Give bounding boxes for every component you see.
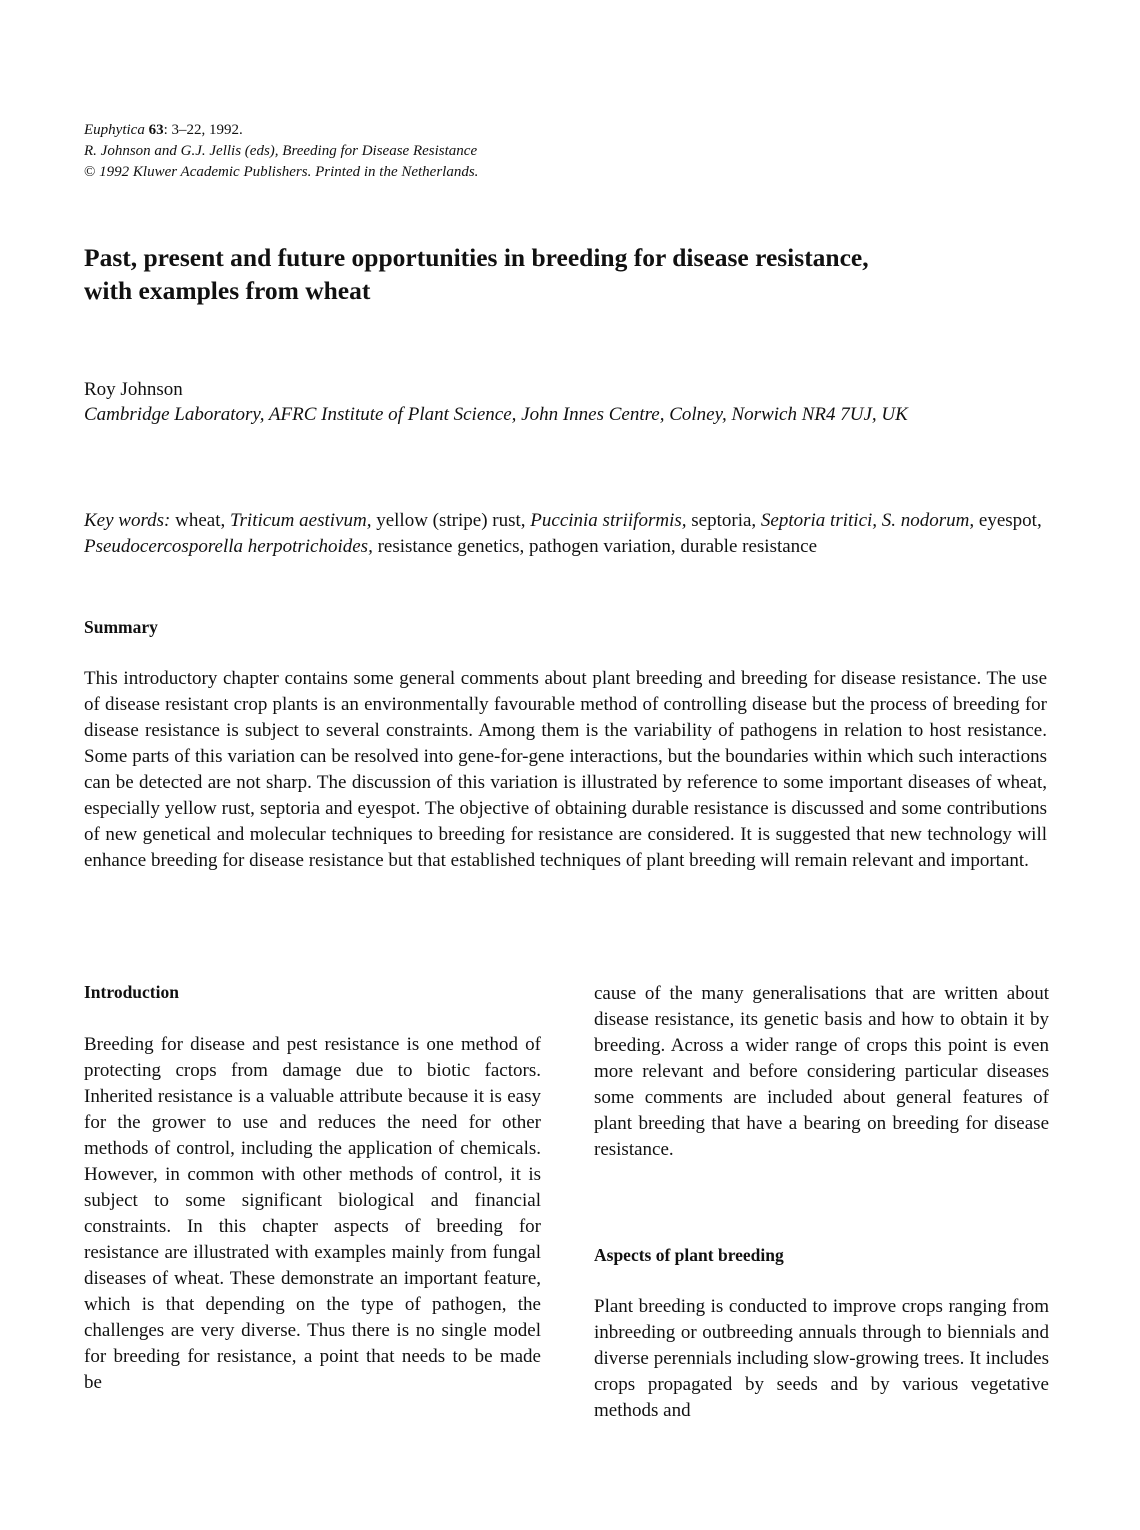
introduction-text: Breeding for disease and pest resistance is one method of protecting crops from damage due to biotic factors. Inherited resistance is a valuable attribute because it is easy for the grower to use and reduces the need for other methods of control, including the application of chemicals. However, in common with other methods of control, it is subject to some significant biological and financial constraints. In this chapter aspects of breeding for resistance are illustrated with examples mainly from fungal diseases of wheat. These demonstrate an important feature, which is that depending on the type of pathogen, the challenges are very diverse. Thus there is no single model for breeding for resistance, a point that needs to be made be: [84, 1034, 541, 1393]
copyright-text: 1992 Kluwer Academic Publishers. Printed in the Netherlands.: [95, 164, 479, 180]
copyright-symbol: ©: [84, 164, 96, 180]
title-line-1: Past, present and future opportunities in breeding for disease resistance,: [84, 243, 869, 272]
keyword-species: S. nodorum,: [881, 510, 975, 531]
left-column: [84, 980, 541, 1393]
keyword-text: yellow (stripe) rust,: [371, 510, 531, 531]
keyword-text: wheat,: [170, 510, 230, 531]
article-title: [84, 241, 1064, 307]
keyword-text: septoria,: [686, 510, 761, 531]
summary-text: This introductory chapter contains some general comments about plant breeding and breeding for disease resistance. The use of disease resistant crop plants is an environmentally favourable method of controlling disease but the process of breeding for disease resistance is subject to several constraints. Among them is the variability of pathogens in relation to host resistance. Some parts of this variation can be resolved into gene-for-gene interactions, but the boundaries within which such interactions can be detected are not sharp. The discussion of this variation is illustrated by reference to some important diseases of wheat, especially yellow rust, septoria and eyespot. The objective of obtaining durable resistance is discussed and some contributions of new genetical and molecular techniques to breeding for resistance are considered. It is suggested that new technology will enhance breeding for disease resistance but that established techniques of plant breeding will remain relevant and important.: [84, 668, 1047, 871]
copyright-line: [84, 162, 784, 183]
journal-header: [84, 120, 784, 183]
keyword-text: resistance genetics, pathogen variation, durable resistance: [372, 536, 818, 557]
summary-heading: Summary: [84, 617, 158, 637]
title-line-2: with examples from wheat: [84, 276, 371, 305]
keyword-species: Pseudocercosporella herpotrichoides,: [84, 536, 373, 557]
keyword-species: Triticum aestivum,: [230, 510, 372, 531]
journal-volume: 63: [148, 122, 164, 138]
journal-pages-year: : 3–22, 1992.: [163, 122, 243, 138]
keyword-species: Puccinia striiformis,: [530, 510, 687, 531]
aspects-text: Plant breeding is conducted to improve crops ranging from inbreeding or outbreeding annuals through to biennials and diverse perennials including slow-growing trees. It includes crops propagated by seeds and by various vegetative methods and: [594, 1296, 1049, 1421]
introduction-heading: Introduction: [84, 982, 179, 1002]
editors-line: R. Johnson and G.J. Jellis (eds), Breeding for Disease Resistance: [84, 143, 478, 159]
aspects-heading: Aspects of plant breeding: [594, 1245, 784, 1265]
citation-line: [84, 120, 784, 141]
keyword-species: Septoria tritici,: [760, 510, 878, 531]
journal-name: Euphytica: [84, 122, 145, 138]
author-affiliation: Cambridge Laboratory, AFRC Institute of Plant Science, John Innes Centre, Colney, Norwich NR4 7UJ, UK: [84, 404, 908, 425]
keyword-text: eyespot,: [974, 510, 1042, 531]
introduction-continuation: cause of the many generalisations that are written about disease resistance, its genetic basis and how to obtain it by breeding. Across a wider range of crops this point is even more relevant and before considering particular diseases some comments are included about general features of plant breeding that have a bearing on breeding for disease resistance.: [594, 983, 1049, 1160]
author-name: Roy Johnson: [84, 379, 183, 400]
keywords: [84, 508, 1049, 560]
keywords-label: Key words:: [84, 510, 171, 531]
